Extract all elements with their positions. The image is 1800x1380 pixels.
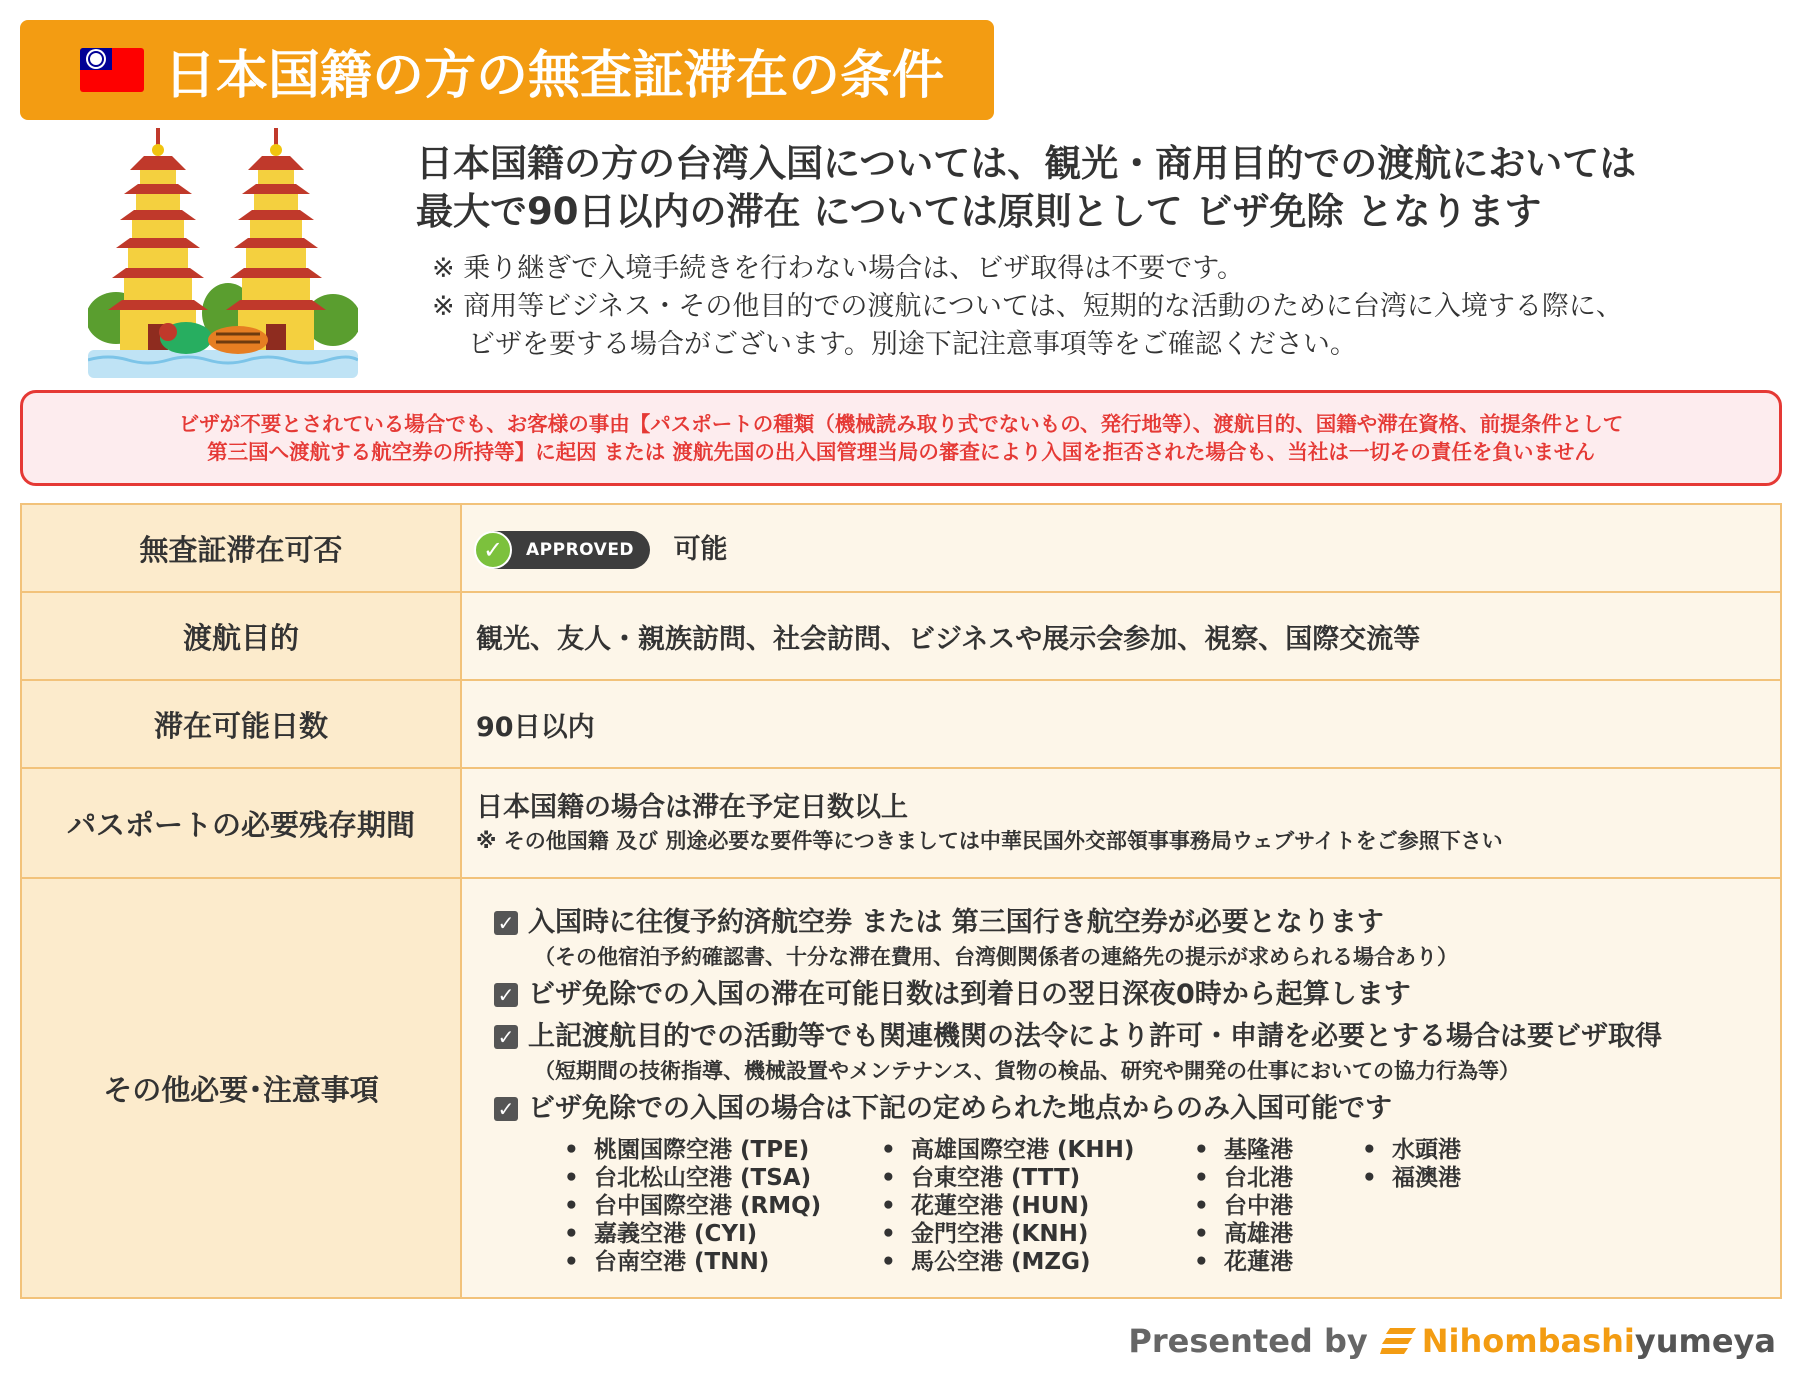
approved-badge-label: APPROVED bbox=[526, 540, 635, 561]
checklist-item bbox=[494, 976, 1780, 1014]
ports-column bbox=[1362, 1136, 1502, 1276]
checklist-item-text: 入国時に往復予約済航空券 または 第三国行き航空券が必要となります bbox=[528, 907, 1384, 938]
row-label-passport: パスポートの必要残存期間 bbox=[21, 768, 461, 878]
checklist-item-text: 上記渡航目的での活動等でも関連機関の法令により許可・申請を必要とする場合は要ビザ取得 bbox=[528, 1021, 1662, 1052]
checklist-item bbox=[494, 1090, 1780, 1128]
row-value-other bbox=[461, 878, 1781, 1298]
port-item: • 水頭港 bbox=[1362, 1136, 1502, 1164]
table-row bbox=[21, 768, 1781, 878]
footer-credit bbox=[1128, 1322, 1776, 1360]
disclaimer-warning-box bbox=[20, 390, 1782, 486]
row-label-purpose: 渡航目的 bbox=[21, 592, 461, 680]
row-label-stay-days: 滞在可能日数 bbox=[21, 680, 461, 768]
port-item: • 花蓮空港 (HUN) bbox=[881, 1192, 1194, 1220]
brand-logo-icon bbox=[1380, 1324, 1416, 1358]
brand-name-part-1: Nihombashi bbox=[1421, 1322, 1635, 1360]
port-item: • 花蓮港 bbox=[1194, 1248, 1362, 1276]
row-value-passport bbox=[461, 768, 1781, 878]
port-item: • 台中国際空港 (RMQ) bbox=[564, 1192, 881, 1220]
intro-note: ※ 商用等ビジネス・その他目的での渡航については、短期的な活動のために台湾に入境する際に、 bbox=[432, 291, 1623, 322]
approved-badge bbox=[476, 531, 650, 569]
requirements-checklist bbox=[476, 884, 1780, 1292]
ports-column bbox=[1194, 1136, 1362, 1276]
entry-ports-list bbox=[494, 1136, 1780, 1276]
intro-note: ※ 乗り継ぎで入境手続きを行わない場合は、ビザ取得は不要です。 bbox=[432, 253, 1245, 284]
checkbox-checked-icon: ✓ bbox=[494, 1097, 518, 1121]
table-row bbox=[21, 504, 1781, 592]
port-item: • 台北松山空港 (TSA) bbox=[564, 1164, 881, 1192]
port-item: • 嘉義空港 (CYI) bbox=[564, 1220, 881, 1248]
passport-note: ※ その他国籍 及び 別途必要な要件等につきましては中華民国外交部領事事務局ウェブサイトをご参照下さい bbox=[476, 829, 1503, 853]
ports-column bbox=[564, 1136, 881, 1276]
port-item: • 金門空港 (KNH) bbox=[881, 1220, 1194, 1248]
port-item: • 台中港 bbox=[1194, 1192, 1362, 1220]
passport-requirement: 日本国籍の場合は滞在予定日数以上 bbox=[476, 792, 908, 823]
port-item: • 馬公空港 (MZG) bbox=[881, 1248, 1194, 1276]
checkbox-checked-icon: ✓ bbox=[494, 1025, 518, 1049]
brand-name-part-2: yumeya bbox=[1634, 1322, 1776, 1360]
port-item: • 高雄国際空港 (KHH) bbox=[881, 1136, 1194, 1164]
checklist-item-subnote: （短期間の技術指導、機械設置やメンテナンス、貨物の検品、研究や開発の仕事においての協力行為等） bbox=[534, 1059, 1520, 1083]
checkbox-checked-icon: ✓ bbox=[494, 911, 518, 935]
intro-notes bbox=[416, 250, 1786, 364]
row-label-other: その他必要･注意事項 bbox=[21, 878, 461, 1298]
ports-column bbox=[881, 1136, 1194, 1276]
intro-headline-2: 最大で90日以内の滞在 については原則として ビザ免除 となります bbox=[416, 190, 1542, 233]
port-item: • 桃園国際空港 (TPE) bbox=[564, 1136, 881, 1164]
checkbox-checked-icon: ✓ bbox=[494, 983, 518, 1007]
row-value-visa-free bbox=[461, 504, 1781, 592]
intro-section bbox=[416, 140, 1786, 364]
visa-info-table bbox=[20, 503, 1782, 1299]
port-item: • 台東空港 (TTT) bbox=[881, 1164, 1194, 1192]
port-item: • 台南空港 (TNN) bbox=[564, 1248, 881, 1276]
checklist-item-text: ビザ免除での入国の場合は下記の定められた地点からのみ入国可能です bbox=[528, 1093, 1392, 1124]
warning-text: ビザが不要とされている場合でも、お客様の事由【パスポートの種類（機械読み取り式でないもの、発行地等）、渡航目的、国籍や滞在資格、前提条件として bbox=[178, 412, 1624, 436]
row-value-purpose: 観光、友人・親族訪問、社会訪問、ビジネスや展示会参加、視察、国際交流等 bbox=[461, 592, 1781, 680]
taiwan-flag-icon bbox=[80, 48, 144, 92]
port-item: • 高雄港 bbox=[1194, 1220, 1362, 1248]
intro-note-continued: ビザを要する場合がございます。別途下記注意事項等をご確認ください。 bbox=[468, 329, 1357, 360]
checklist-item-text: ビザ免除での入国の滞在可能日数は到着日の翌日深夜0時から起算します bbox=[528, 979, 1411, 1010]
table-row bbox=[21, 592, 1781, 680]
dragon-tiger-pagodas-illustration bbox=[88, 128, 358, 378]
presented-by-label: Presented by bbox=[1128, 1322, 1368, 1360]
checklist-item bbox=[494, 904, 1780, 942]
check-circle-icon: ✓ bbox=[474, 531, 512, 569]
port-item: • 福澳港 bbox=[1362, 1164, 1502, 1192]
intro-headline-1: 日本国籍の方の台湾入国については、観光・商用目的での渡航においては bbox=[416, 142, 1637, 185]
row-value-stay-days: 90日以内 bbox=[461, 680, 1781, 768]
port-item: • 台北港 bbox=[1194, 1164, 1362, 1192]
row-label-visa-free: 無査証滞在可否 bbox=[21, 504, 461, 592]
checklist-item-subnote: （その他宿泊予約確認書、十分な滞在費用、台湾側関係者の連絡先の提示が求められる場合あり） bbox=[534, 945, 1458, 969]
warning-text: 第三国へ渡航する航空券の所持等】に起因 または 渡航先国の出入国管理当局の審査により入国を拒否された場合も、当社は一切その責任を負いません bbox=[207, 440, 1595, 464]
title-bar bbox=[20, 20, 994, 120]
checklist-item bbox=[494, 1018, 1780, 1056]
port-item: • 基隆港 bbox=[1194, 1136, 1362, 1164]
page-title: 日本国籍の方の無査証滞在の条件 bbox=[164, 45, 945, 106]
table-row bbox=[21, 680, 1781, 768]
visa-free-value: 可能 bbox=[673, 533, 728, 565]
table-row bbox=[21, 878, 1781, 1298]
